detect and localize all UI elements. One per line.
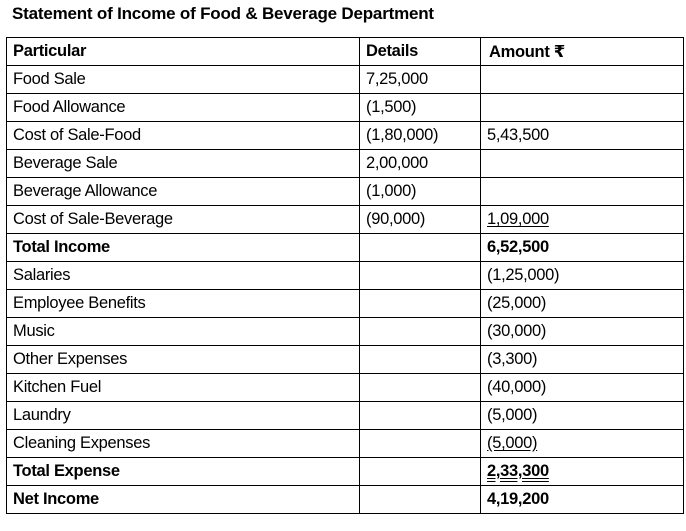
column-header-particular: Particular: [7, 38, 360, 66]
table-row: [7, 94, 684, 122]
amount-cell: [481, 486, 684, 514]
particular-cell: [7, 94, 360, 122]
details-cell-text: (1,500): [366, 98, 417, 116]
table-row: [7, 178, 684, 206]
income-statement-table: [6, 37, 684, 514]
column-header-amount: Amount ₹: [481, 38, 684, 66]
table-row: [7, 374, 684, 402]
particular-cell-text: Beverage Sale: [13, 154, 118, 172]
details-cell: [360, 234, 481, 262]
particular-cell: [7, 290, 360, 318]
details-cell: [360, 402, 481, 430]
amount-cell: [481, 346, 684, 374]
particular-cell-text: Kitchen Fuel: [13, 378, 102, 396]
particular-cell: [7, 262, 360, 290]
table-row: [7, 234, 684, 262]
particular-cell-text: Cleaning Expenses: [13, 434, 151, 452]
details-cell: [360, 346, 481, 374]
amount-cell: [481, 318, 684, 346]
details-cell: [360, 486, 481, 514]
table-row: [7, 458, 684, 486]
particular-cell: [7, 122, 360, 150]
table-header-row: [7, 38, 684, 66]
details-cell: [360, 290, 481, 318]
table-row: [7, 486, 684, 514]
details-cell: [360, 178, 481, 206]
amount-cell-text: (5,000): [487, 434, 538, 452]
particular-cell-text: Cost of Sale-Beverage: [13, 210, 173, 228]
amount-cell: [481, 374, 684, 402]
amount-cell: [481, 402, 684, 430]
particular-cell: [7, 430, 360, 458]
amount-cell: [481, 66, 684, 94]
particular-cell-text: Employee Benefits: [13, 294, 146, 312]
particular-cell-text: Total Income: [13, 238, 110, 256]
table-row: [7, 430, 684, 458]
table-row: [7, 318, 684, 346]
amount-cell-text: (40,000): [487, 378, 547, 396]
amount-cell: [481, 122, 684, 150]
particular-cell-text: Food Allowance: [13, 98, 126, 116]
table-row: [7, 346, 684, 374]
particular-cell: [7, 346, 360, 374]
particular-cell-text: Total Expense: [13, 462, 120, 480]
particular-cell: [7, 458, 360, 486]
amount-cell-text: (30,000): [487, 322, 547, 340]
details-cell: [360, 122, 481, 150]
particular-cell: [7, 234, 360, 262]
amount-cell: [481, 430, 684, 458]
particular-cell: [7, 178, 360, 206]
table-row: [7, 206, 684, 234]
amount-cell-text: 2,33,300: [487, 462, 549, 480]
amount-cell-text: (3,300): [487, 350, 538, 368]
amount-cell: [481, 150, 684, 178]
particular-cell-text: Laundry: [13, 406, 71, 424]
particular-cell: [7, 486, 360, 514]
amount-cell-text: 5,43,500: [487, 126, 549, 144]
table-row: [7, 66, 684, 94]
details-cell-text: (90,000): [366, 210, 426, 228]
statement-title: Statement of Income of Food & Beverage Department: [12, 4, 434, 23]
table-row: [7, 122, 684, 150]
column-header-details: Details: [360, 38, 481, 66]
particular-cell-text: Salaries: [13, 266, 71, 284]
details-cell-text: 2,00,000: [366, 154, 428, 172]
particular-cell: [7, 374, 360, 402]
details-cell: [360, 66, 481, 94]
particular-cell: [7, 150, 360, 178]
details-cell: [360, 374, 481, 402]
particular-cell: [7, 318, 360, 346]
amount-cell: [481, 290, 684, 318]
amount-cell-text: 1,09,000: [487, 210, 549, 228]
table-row: [7, 150, 684, 178]
amount-cell-text: 4,19,200: [487, 490, 549, 508]
details-cell: [360, 318, 481, 346]
amount-cell-text: (1,25,000): [487, 266, 560, 284]
amount-cell: [481, 234, 684, 262]
particular-cell-text: Music: [13, 322, 55, 340]
table-row: [7, 402, 684, 430]
particular-cell-text: Other Expenses: [13, 350, 128, 368]
particular-cell: [7, 402, 360, 430]
amount-cell-text: (25,000): [487, 294, 547, 312]
particular-cell-text: Cost of Sale-Food: [13, 126, 141, 144]
amount-cell-text: (5,000): [487, 406, 538, 424]
details-cell: [360, 150, 481, 178]
amount-cell: [481, 262, 684, 290]
details-cell-text: 7,25,000: [366, 70, 428, 88]
details-cell: [360, 458, 481, 486]
particular-cell: [7, 66, 360, 94]
amount-cell: [481, 94, 684, 122]
details-cell: [360, 94, 481, 122]
amount-cell: [481, 458, 684, 486]
details-cell: [360, 206, 481, 234]
details-cell-text: (1,80,000): [366, 126, 439, 144]
details-cell: [360, 262, 481, 290]
details-cell: [360, 430, 481, 458]
particular-cell: [7, 206, 360, 234]
amount-cell-text: 6,52,500: [487, 238, 549, 256]
particular-cell-text: Food Sale: [13, 70, 86, 88]
table-row: [7, 290, 684, 318]
particular-cell-text: Beverage Allowance: [13, 182, 158, 200]
amount-cell: [481, 206, 684, 234]
particular-cell-text: Net Income: [13, 490, 99, 508]
details-cell-text: (1,000): [366, 182, 417, 200]
table-row: [7, 262, 684, 290]
amount-cell: [481, 178, 684, 206]
